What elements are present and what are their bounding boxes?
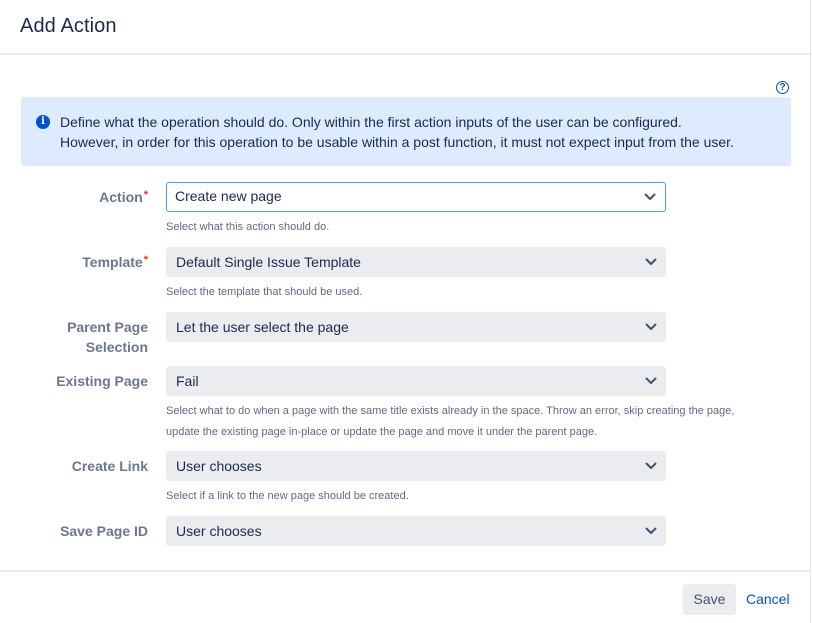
required-marker: * [143,189,148,201]
save-page-id-select[interactable] [166,516,666,546]
template-select-value: Default Single Issue Template [176,254,361,270]
info-banner [21,97,791,166]
chevron-down-icon [645,323,657,331]
save-button[interactable]: Save [683,584,736,615]
dialog-footer [0,570,811,623]
cancel-link[interactable]: Cancel [746,591,790,607]
chevron-down-icon [645,527,657,535]
chevron-down-icon [644,193,656,201]
save-page-id-label: Save Page ID [60,523,148,539]
info-icon: i [36,115,50,129]
existing-page-select-value: Fail [176,373,199,389]
help-icon[interactable]: ? [776,81,789,94]
action-label-text: Action [99,189,143,205]
parent-page-label-line1: Parent Page [67,319,148,335]
create-link-label: Create Link [71,458,148,474]
parent-page-select-value: Let the user select the page [176,319,349,335]
create-link-select[interactable] [166,451,666,481]
template-help-text: Select the template that should be used. [166,286,363,298]
action-select-value: Create new page [175,188,282,204]
chevron-down-icon [645,462,657,470]
chevron-down-icon [645,258,657,266]
dialog-header [0,0,810,55]
existing-page-label: Existing Page [56,373,148,389]
parent-page-label [67,317,148,357]
banner-text-line2: However, in order for this operation to be usable within a post function, it must not expect input from the user. [60,134,734,150]
required-marker: * [143,254,148,266]
action-select[interactable] [166,182,666,212]
save-page-id-select-value: User chooses [176,523,262,539]
template-label [82,252,148,274]
create-link-help-text: Select if a link to the new page should be created. [166,490,409,502]
create-link-select-value: User chooses [176,458,262,474]
existing-page-select[interactable] [166,366,666,396]
parent-page-label-line2: Selection [85,339,148,355]
existing-page-help-line1: Select what to do when a page with the same title exists already in the space. Throw an error, skip creating the page, [166,405,735,417]
template-label-text: Template [82,254,143,270]
banner-text-line1: Define what the operation should do. Only within the first action inputs of the user can be configured. [60,114,682,130]
existing-page-help-line2: update the existing page in-place or update the page and move it under the parent page. [166,426,598,438]
chevron-down-icon [645,377,657,385]
dialog-title: Add Action [20,15,117,37]
action-help-text: Select what this action should do. [166,221,330,233]
parent-page-select[interactable] [166,312,666,342]
action-label [99,187,148,209]
template-select[interactable] [166,247,666,277]
